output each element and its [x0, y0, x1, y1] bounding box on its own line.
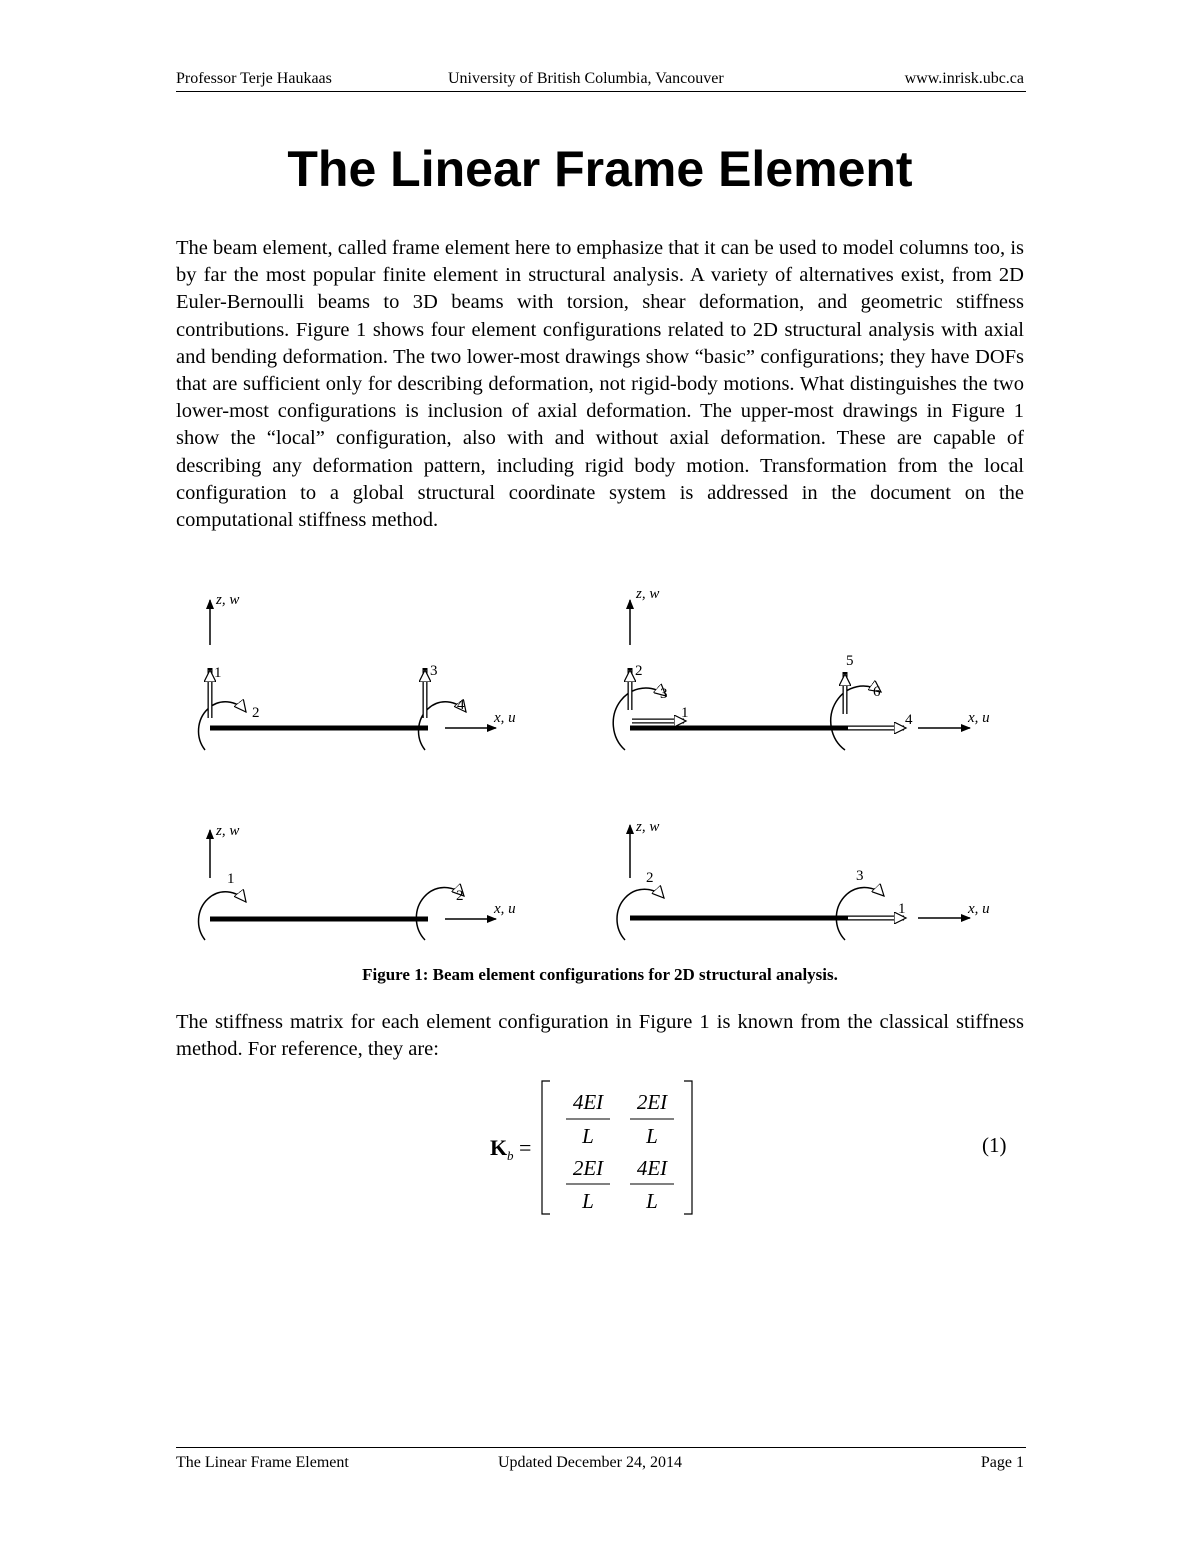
- horizontal-axis-label: x, u: [968, 901, 990, 917]
- dof-label: 3: [856, 868, 864, 884]
- dof-label: 1: [898, 901, 906, 917]
- moment-arrow: [199, 892, 246, 940]
- footer-title: The Linear Frame Element: [176, 1454, 349, 1471]
- footer-updated: Updated December 24, 2014: [498, 1454, 682, 1471]
- header-author: Professor Terje Haukaas: [176, 70, 332, 87]
- moment-arrow: [836, 887, 884, 940]
- matrix-symbol: K: [490, 1135, 508, 1160]
- dof-label: 3: [660, 686, 668, 702]
- figure-caption: Figure 1: Beam element configurations for 2D structural analysis.: [362, 965, 838, 984]
- config-top-left: [199, 592, 516, 750]
- equals-sign: =: [519, 1135, 532, 1160]
- matrix-entry-denominator: L: [582, 1189, 594, 1213]
- vertical-axis-label: z, w: [216, 823, 240, 839]
- header-institution: University of British Columbia, Vancouver: [448, 70, 724, 87]
- dof-label: 6: [873, 684, 881, 700]
- config-bottom-left: [199, 823, 516, 940]
- dof-label: 3: [430, 663, 438, 679]
- dof-label: 4: [457, 697, 465, 713]
- matrix-entry-denominator: L: [646, 1189, 658, 1213]
- vertical-axis-label: z, w: [636, 586, 660, 602]
- matrix-entry-numerator: 4EI: [572, 1090, 604, 1114]
- moment-arrow: [617, 889, 664, 940]
- vertical-axis-label: z, w: [636, 819, 660, 835]
- vertical-axis-label: z, w: [216, 592, 240, 608]
- dof-label: 2: [252, 705, 260, 721]
- dof-label: 2: [456, 888, 464, 904]
- dof-label: 1: [681, 705, 689, 721]
- horizontal-axis-label: x, u: [494, 710, 516, 726]
- horizontal-axis-label: x, u: [494, 901, 516, 917]
- stiffness-matrix-equation: [480, 1078, 720, 1218]
- matrix-subscript: b: [507, 1148, 514, 1163]
- matrix-entry-denominator: L: [646, 1124, 658, 1148]
- dof-label: 2: [635, 663, 643, 679]
- config-bottom-right: [617, 819, 990, 940]
- intro-paragraph: The beam element, called frame element here to emphasize that it can be used to model columns too, is by far the most popular finite element in structural analysis. A variety of alternatives exist, from 2D Euler-Bernoulli beams to 3D beams with torsion, shear deformation, and geometric stiffness contributions. Figure 1 shows four element configurations related to 2D structural analysis with axial and bending deformation. The two lower-most drawings show “basic” configurations; they have DOFs that are sufficient only for describing deformation, not rigid-body motions. What distinguishes the two lower-most configurations is inclusion of axial deformation. The upper-most drawings in Figure 1 show the “local” configuration, also with and without axial deformation. These are capable of describing any deformation pattern, including rigid body motion. Transformation from the local configuration to a global structural coordinate system is addressed in the document on the computational stiffness method.: [176, 237, 1024, 532]
- config-top-right: [613, 586, 989, 750]
- matrix-entry-denominator: L: [582, 1124, 594, 1148]
- footer-rule: [176, 1447, 1026, 1448]
- header-website: www.inrisk.ubc.ca: [904, 70, 1024, 87]
- dof-label: 2: [646, 870, 654, 886]
- right-bracket: [684, 1081, 692, 1214]
- left-bracket: [542, 1081, 550, 1214]
- beam-configurations-figure: [0, 580, 1200, 960]
- horizontal-axis-label: x, u: [968, 710, 990, 726]
- matrix-entry-numerator: 2EI: [572, 1156, 604, 1180]
- second-paragraph: The stiffness matrix for each element configuration in Figure 1 is known from the classical stiffness method. For reference, they are:: [176, 1011, 1024, 1061]
- page-title: The Linear Frame Element: [287, 141, 913, 197]
- header-rule: [176, 91, 1026, 92]
- matrix-entry-numerator: 4EI: [636, 1156, 668, 1180]
- dof-label: 1: [214, 665, 222, 681]
- dof-label: 1: [227, 871, 235, 887]
- dof-label: 4: [905, 712, 913, 728]
- matrix-entry-numerator: 2EI: [636, 1090, 668, 1114]
- dof-label: 5: [846, 653, 854, 669]
- footer-page-number: Page 1: [980, 1454, 1024, 1471]
- equation-number: (1): [982, 1133, 1007, 1157]
